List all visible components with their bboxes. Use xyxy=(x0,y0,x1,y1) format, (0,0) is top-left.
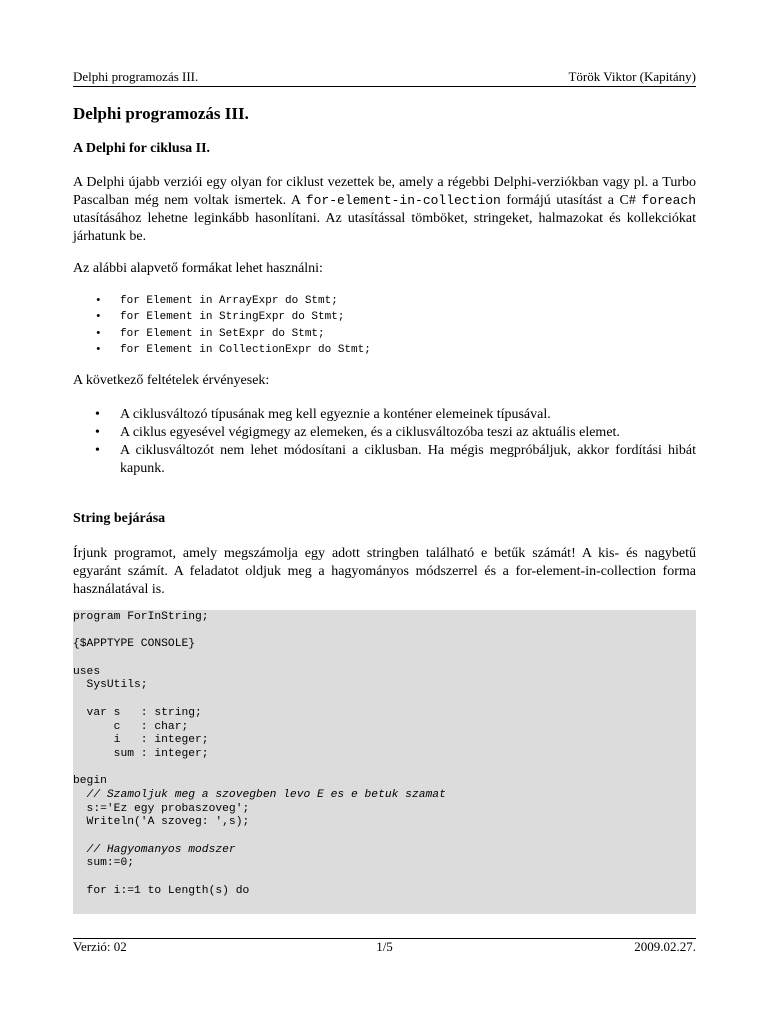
conditions-intro: A következő feltételek érvényesek: xyxy=(73,373,270,388)
page-footer xyxy=(73,938,696,959)
code-line: i : integer; xyxy=(73,734,209,747)
list-item: • for Element in ArrayExpr do Stmt; xyxy=(73,293,696,309)
code-line: s:='Ez egy probaszoveg'; xyxy=(73,802,250,815)
list-item: • for Element in StringExpr do Stmt; xyxy=(73,309,696,325)
code-line: var s : string; xyxy=(73,706,202,719)
list-item: • for Element in CollectionExpr do Stmt; xyxy=(73,342,696,358)
code-comment-line: // Hagyomanyos modszer xyxy=(73,843,236,856)
footer-page-number: 1/5 xyxy=(376,939,393,954)
section-heading-for-loop: A Delphi for ciklusa II. xyxy=(73,141,211,156)
code-line: for i:=1 to Length(s) do xyxy=(73,884,250,897)
section-heading-string: String bejárása xyxy=(73,511,166,526)
forms-intro: Az alábbi alapvető formákat lehet használni: xyxy=(73,261,323,276)
code-line: {$APPTYPE CONSOLE} xyxy=(73,638,196,651)
list-item: • for Element in SetExpr do Stmt; xyxy=(73,326,696,342)
header-author: Török Viktor (Kapitány) xyxy=(568,69,696,84)
code-line xyxy=(73,762,446,776)
code-line: uses xyxy=(73,665,101,678)
code-comment-line: // Szamoljuk meg a szovegben levo E es e betuk szamat xyxy=(73,788,446,801)
forms-list xyxy=(73,293,696,358)
code-line: c : char; xyxy=(73,720,189,733)
string-paragraph: Írjunk programot, amely megszámolja egy adott stringben található e betűk számát! A kis- és nagybetű egyaránt számít. A feladatot oldjuk meg a hagyományos módszerrel és a for-element-in-collection forma használatával is. xyxy=(73,546,696,597)
conditions-list xyxy=(73,406,696,478)
list-item: • A ciklus egyesével végigmegy az elemeken, és a ciklusváltozóba teszi az aktuális elemet. xyxy=(73,424,696,442)
list-item: • A ciklusváltozó típusának meg kell egyeznie a konténer elemeinek típusával. xyxy=(73,406,696,424)
code-line xyxy=(73,830,446,844)
code-line: SysUtils; xyxy=(73,679,148,692)
code-line xyxy=(73,693,446,707)
footer-date: 2009.02.27. xyxy=(634,939,696,954)
code-block xyxy=(73,610,696,914)
list-item: • A ciklusváltozót nem lehet módosítani a ciklusban. Ha mégis megpróbáljuk, akkor fordítási hibát kapunk. xyxy=(73,442,696,478)
code-line xyxy=(73,871,446,885)
code-line: begin xyxy=(73,775,107,788)
code-line xyxy=(73,625,446,639)
code-line: Writeln('A szoveg: ',s); xyxy=(73,816,250,829)
document-title: Delphi programozás III. xyxy=(73,104,249,123)
code-line: program ForInString; xyxy=(73,611,209,623)
code-line: sum : integer; xyxy=(73,747,209,760)
code-line: sum:=0; xyxy=(73,857,135,870)
header-doc-title: Delphi programozás III. xyxy=(73,69,199,84)
intro-paragraph: A Delphi újabb verziói egy olyan for ciklust vezettek be, amely a régebbi Delphi-verziókban vagy pl. a Turbo Pascalban még nem voltak ismertek. A for-element-in-collection formájú utasítást a C# foreach utasításához lehetne leginkább hasonlítani. Az utasítással tömböket, stringeket, halmazokat és kollekciókat járhatunk be. xyxy=(73,175,696,244)
footer-version: Verzió: 02 xyxy=(73,939,127,954)
page-header xyxy=(73,66,696,87)
code-line xyxy=(73,652,446,666)
